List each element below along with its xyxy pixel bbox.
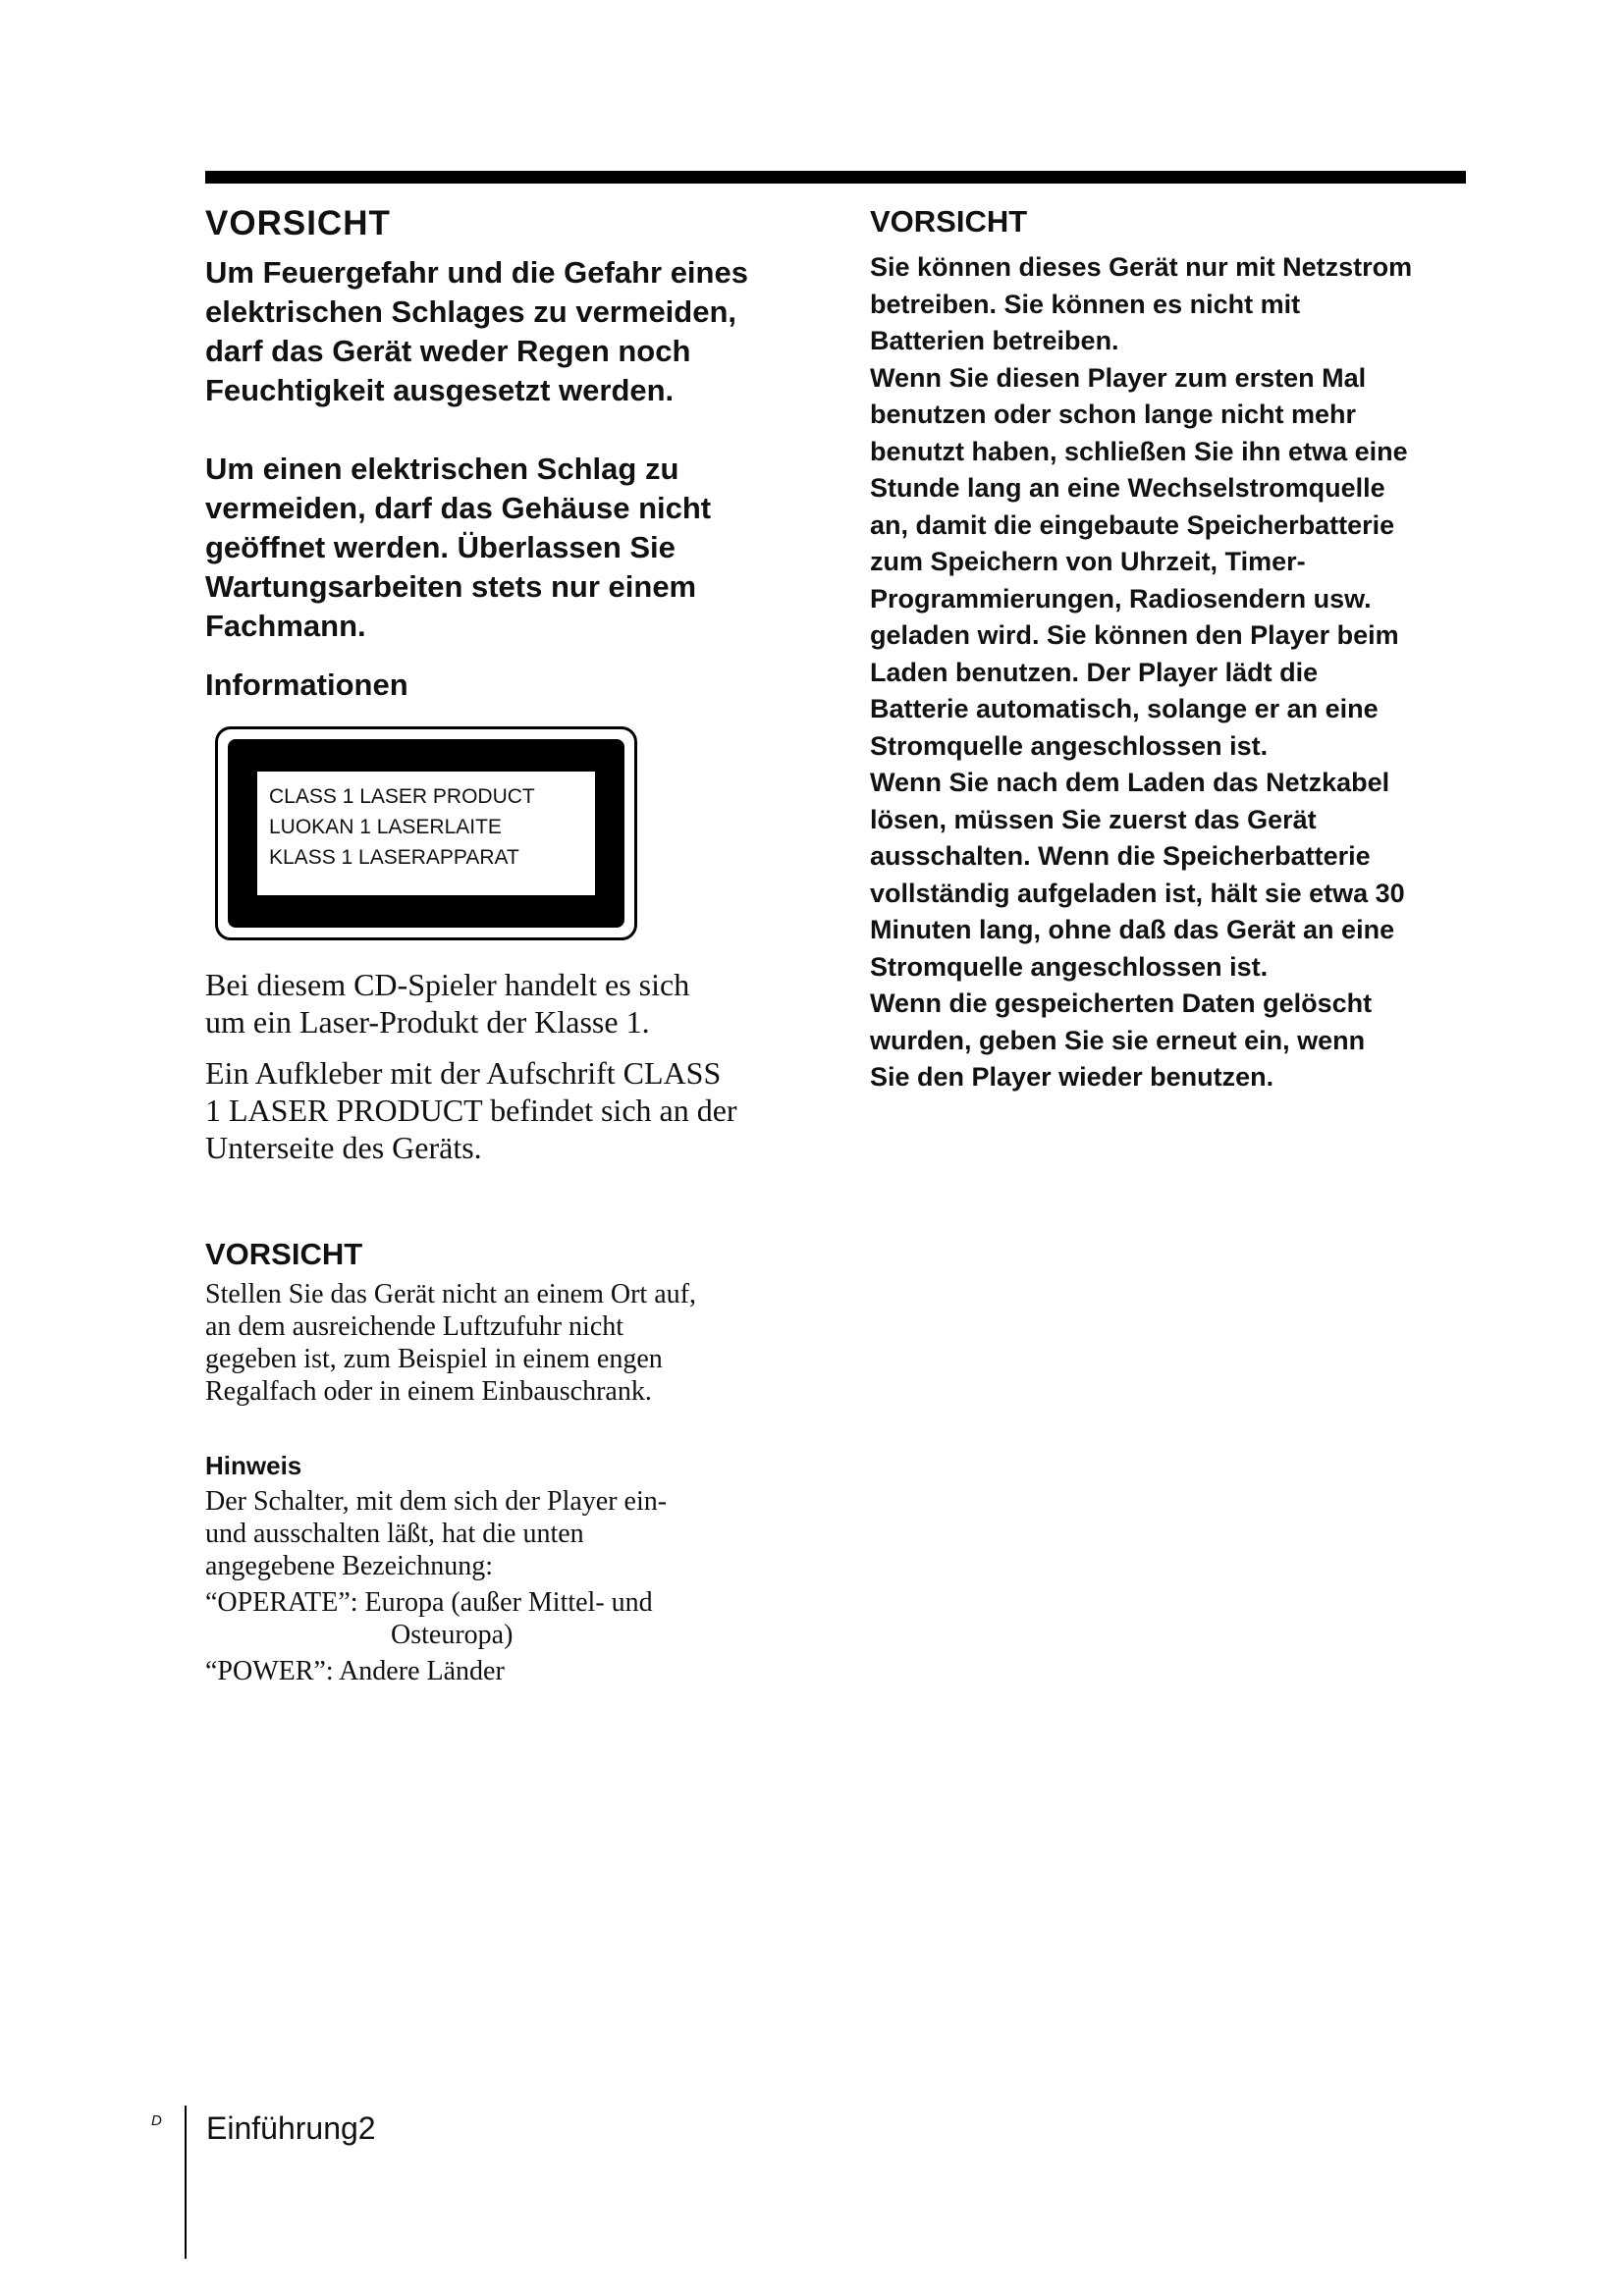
body-line: wurden, geben Sie sie erneut ein, wenn — [870, 1025, 1366, 1055]
body-line: vollständig aufgeladen ist, hält sie etwa 30 — [870, 878, 1405, 908]
laser-label-line: CLASS 1 LASER PRODUCT — [269, 785, 535, 808]
body-line: angegebene Bezeichnung: — [205, 1551, 494, 1581]
body-line: an, damit die eingebaute Speicherbatterie — [870, 509, 1395, 540]
body-line: Minuten lang, ohne daß das Gerät an eine — [870, 915, 1395, 944]
body-line: Stellen Sie das Gerät nicht an einem Ort auf, — [205, 1279, 696, 1309]
hinweis-heading: Hinweis — [205, 1451, 302, 1480]
power-paragraph-2 — [870, 362, 1469, 764]
body-line: lösen, müssen Sie zuerst das Gerät — [870, 804, 1317, 834]
informationen-heading: Informationen — [205, 667, 408, 702]
body-line: Stromquelle angeschlossen ist. — [870, 951, 1269, 982]
warning-line: Feuchtigkeit ausgesetzt werden. — [205, 373, 675, 407]
body-line: Stromquelle angeschlossen ist. — [870, 730, 1269, 761]
body-line: ausschalten. Wenn die Speicherbatterie — [870, 841, 1371, 871]
laser-paragraph-1 — [205, 966, 834, 1041]
body-line: Batterie automatisch, solange er an eine — [870, 694, 1379, 723]
body-line: Programmierungen, Radiosendern usw. — [870, 583, 1372, 614]
body-line: an dem ausreichende Luftzufuhr nicht — [205, 1311, 624, 1342]
laser-label-line: KLASS 1 LASERAPPARAT — [269, 846, 519, 869]
body-line: Sie den Player wieder benutzen. — [870, 1062, 1274, 1092]
body-line: Laden benutzen. Der Player lädt die — [870, 657, 1319, 687]
body-line: Batterien betreiben. — [870, 326, 1119, 355]
body-line: benutzt haben, schließen Sie ihn etwa eine — [870, 436, 1408, 466]
left-column — [205, 196, 834, 1687]
vorsicht-ventilation-heading: VORSICHT — [205, 1237, 363, 1271]
vorsicht-power-heading: VORSICHT — [870, 204, 1028, 239]
warning-line: darf das Gerät weder Regen noch — [205, 334, 691, 368]
warning-line: Fachmann. — [205, 609, 366, 643]
footer-rule — [185, 2106, 187, 2259]
right-column — [870, 196, 1469, 1098]
body-line: Regalfach oder in einem Einbauschrank. — [205, 1376, 652, 1407]
vorsicht-heading: VORSICHT — [205, 204, 391, 242]
body-line: Wenn Sie nach dem Laden das Netzkabel — [870, 768, 1390, 797]
power-paragraph-4 — [870, 988, 1469, 1095]
laser-label-line: LUOKAN 1 LASERLAITE — [269, 816, 502, 838]
ventilation-text — [205, 1278, 834, 1408]
language-marker: D — [151, 2112, 162, 2129]
body-line: benutzen oder schon lange nicht mehr — [870, 400, 1357, 429]
body-line: 1 LASER PRODUCT befindet sich an der — [205, 1093, 737, 1128]
body-line: Wenn Sie diesen Player zum ersten Mal — [870, 362, 1367, 393]
body-line: Osteuropa) — [391, 1620, 514, 1650]
page-footer: Einführung2 — [206, 2110, 376, 2146]
power-paragraph-1 — [870, 251, 1469, 358]
body-line: gegeben ist, zum Beispiel in einem engen — [205, 1344, 663, 1374]
hinweis-text — [205, 1485, 834, 1687]
body-line: Der Schalter, mit dem sich der Player ein- — [205, 1486, 668, 1517]
warning-line: elektrischen Schlages zu vermeiden, — [205, 294, 737, 329]
shock-warning — [205, 450, 834, 646]
warning-line: Wartungsarbeiten stets nur einem — [205, 569, 697, 604]
laser-paragraph-2 — [205, 1054, 834, 1166]
body-line: Wenn die gespeicherten Daten gelöscht — [870, 988, 1373, 1018]
warning-line: Um einen elektrischen Schlag zu — [205, 452, 679, 486]
body-line: und ausschalten läßt, hat die unten — [205, 1519, 584, 1549]
fire-warning — [205, 253, 834, 410]
top-rule — [205, 171, 1466, 184]
body-line: “POWER”: Andere Länder — [205, 1656, 505, 1686]
laser-class-label — [215, 726, 637, 940]
power-paragraph-3 — [870, 767, 1469, 984]
body-line: betreiben. Sie können es nicht mit — [870, 289, 1301, 319]
body-line: um ein Laser-Produkt der Klasse 1. — [205, 1004, 650, 1040]
body-line: zum Speichern von Uhrzeit, Timer- — [870, 547, 1306, 576]
body-line: Bei diesem CD-Spieler handelt es sich — [205, 967, 690, 1002]
body-line: geladen wird. Sie können den Player beim — [870, 620, 1399, 650]
body-line: Ein Aufkleber mit der Aufschrift CLASS — [205, 1055, 722, 1091]
body-line: Stunde lang an eine Wechselstromquelle — [870, 473, 1385, 503]
body-line: Sie können dieses Gerät nur mit Netzstrom — [870, 252, 1413, 282]
body-line: “OPERATE”: Europa (außer Mittel- und — [205, 1587, 653, 1618]
warning-line: geöffnet werden. Überlassen Sie — [205, 530, 676, 564]
body-line: Unterseite des Geräts. — [205, 1130, 482, 1165]
warning-line: Um Feuergefahr und die Gefahr eines — [205, 255, 748, 290]
warning-line: vermeiden, darf das Gehäuse nicht — [205, 491, 712, 525]
